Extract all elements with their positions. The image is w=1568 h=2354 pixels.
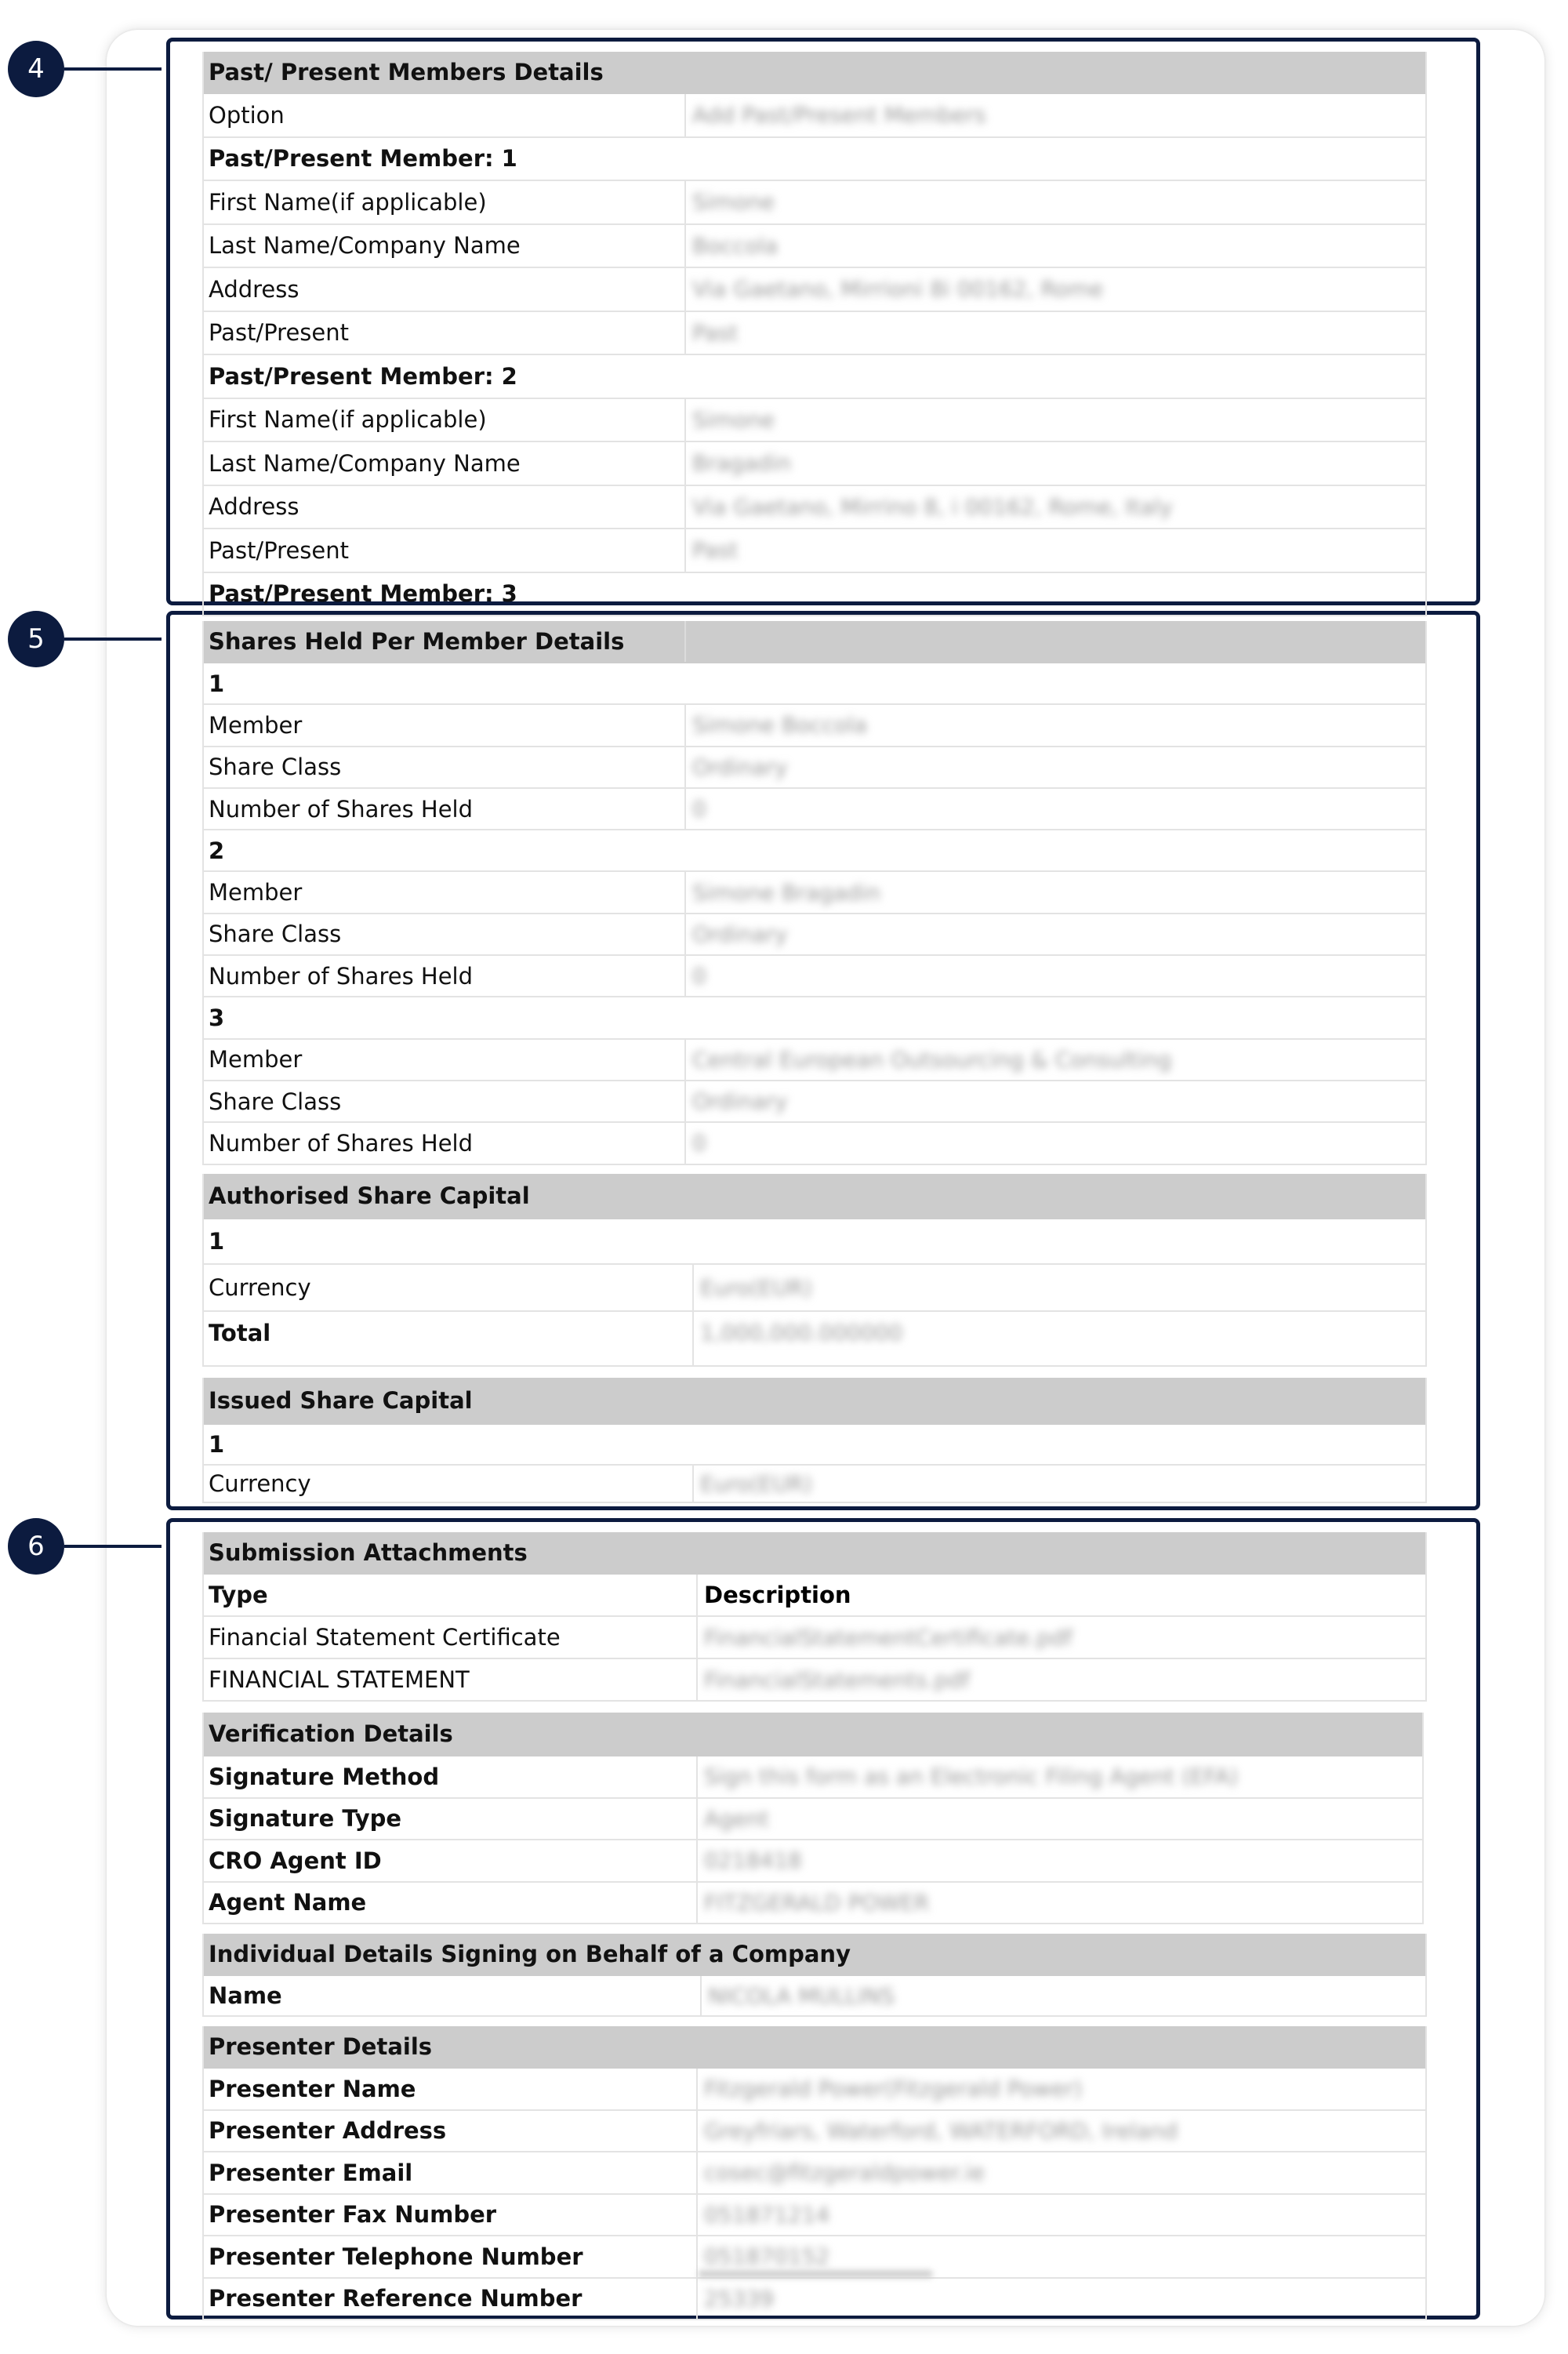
field-value: Simone Boccola [692, 712, 868, 739]
field-value: Add Past/Present Members [692, 102, 986, 129]
authorised-total-value: 1,000,000.000000 [700, 1320, 903, 1346]
group-heading-row [204, 830, 1425, 872]
field-label: First Name(if applicable) [204, 181, 686, 223]
field-value: Central European Outsourcing & Consulting [692, 1046, 1172, 1073]
shares-held-header-empty [686, 621, 1425, 662]
field-label: Share Class [204, 914, 686, 954]
field-value: Via Gaetano, Mirrioni 8i 00162, Rome [692, 276, 1104, 303]
presenter-header [204, 2026, 1425, 2069]
field-value: 0 [692, 1130, 706, 1157]
issued-currency-label: Currency [204, 1466, 694, 1502]
field-label: Presenter Telephone Number [204, 2236, 698, 2277]
attachment-row [204, 1617, 1425, 1659]
field-row [204, 399, 1425, 443]
attachments-col-description: Description [704, 1582, 851, 1608]
field-row [204, 1040, 1425, 1081]
callout-badge-6: 6 [8, 1518, 64, 1575]
verification-details-table [202, 1713, 1424, 1924]
redaction-smudge [698, 2270, 933, 2278]
field-row [204, 268, 1425, 312]
field-row [204, 872, 1425, 914]
attachments-header [204, 1532, 1425, 1575]
field-value: Ordinary [692, 921, 788, 947]
authorised-index: 1 [209, 1228, 225, 1255]
attachment-description[interactable]: FinancialStatementCertificate.pdf [704, 1624, 1073, 1651]
field-row [204, 1081, 1425, 1123]
issued-currency-value: Euro(EUR) [700, 1470, 812, 1497]
verification-title: Verification Details [209, 1720, 453, 1747]
authorised-header [204, 1174, 1425, 1219]
authorised-currency-label: Currency [204, 1265, 694, 1310]
field-value: Fitzgerald Power(Fitzgerald Power) [704, 2076, 1083, 2102]
issued-currency-row [204, 1466, 1425, 1503]
field-row [204, 1756, 1422, 1799]
field-row [204, 747, 1425, 789]
field-row [204, 956, 1425, 997]
past-present-header [204, 52, 1425, 94]
authorised-title: Authorised Share Capital [209, 1182, 530, 1209]
field-label: Presenter Address [204, 2111, 698, 2152]
field-value: cosec@fitzgeraldpower.ie [704, 2160, 985, 2186]
field-label: Member [204, 872, 686, 912]
field-label: Address [204, 268, 686, 311]
issued-index: 1 [209, 1431, 225, 1458]
authorised-currency-value: Euro(EUR) [700, 1274, 812, 1301]
attachments-title: Submission Attachments [209, 1539, 528, 1566]
field-label: Signature Method [204, 1756, 698, 1797]
field-label: Number of Shares Held [204, 1123, 686, 1163]
attachment-type: FINANCIAL STATEMENT [204, 1659, 698, 1700]
field-value: Bragadin [692, 450, 792, 477]
field-value: Agent [704, 1805, 769, 1832]
authorised-total-label: Total [204, 1312, 694, 1367]
authorised-currency-row [204, 1265, 1425, 1312]
individual-header [204, 1934, 1425, 1976]
field-value: Sign this form as an Electronic Filing Agent (EFA) [704, 1764, 1239, 1790]
attachment-row [204, 1659, 1425, 1702]
field-value: FITZGERALD POWER [704, 1889, 930, 1916]
individual-name-row [204, 1976, 1425, 2017]
field-label: Presenter Reference Number [204, 2279, 698, 2319]
attachments-col-type: Type [204, 1575, 698, 1615]
field-label: Member [204, 1040, 686, 1080]
field-label: Share Class [204, 1081, 686, 1121]
field-value: Past [692, 537, 739, 564]
field-label: Presenter Email [204, 2152, 698, 2193]
field-row [204, 94, 1425, 138]
field-label: Last Name/Company Name [204, 442, 686, 485]
field-value: Simone [692, 406, 775, 433]
field-row [204, 705, 1425, 747]
field-label: Last Name/Company Name [204, 225, 686, 267]
past-present-title: Past/ Present Members Details [209, 59, 604, 85]
group-heading: Past/Present Member: 1 [209, 145, 517, 173]
field-label: Number of Shares Held [204, 789, 686, 829]
shares-held-header [204, 621, 1425, 663]
callout-line-5 [64, 638, 162, 641]
field-row [204, 181, 1425, 225]
group-heading: 1 [209, 670, 225, 697]
authorised-index-row [204, 1219, 1425, 1265]
field-value: 25339 [704, 2285, 775, 2312]
submission-attachments-table [202, 1532, 1427, 1702]
individual-title: Individual Details Signing on Behalf of a Company [209, 1941, 851, 1967]
verification-header [204, 1713, 1422, 1756]
field-label: CRO Agent ID [204, 1840, 698, 1881]
field-label: Member [204, 705, 686, 745]
attachment-type: Financial Statement Certificate [204, 1617, 698, 1658]
callout-line-6 [64, 1545, 162, 1548]
field-row [204, 1799, 1422, 1841]
group-heading-row [204, 573, 1425, 617]
group-heading-row [204, 997, 1425, 1039]
group-heading-row [204, 138, 1425, 182]
field-label: Share Class [204, 747, 686, 787]
field-value: Simone [692, 189, 775, 216]
field-label: Address [204, 486, 686, 529]
shares-held-title: Shares Held Per Member Details [204, 621, 686, 662]
individual-name-label: Name [204, 1976, 702, 2015]
field-row [204, 2195, 1425, 2237]
field-value: Simone Bragadin [692, 879, 880, 906]
field-label: Number of Shares Held [204, 956, 686, 996]
field-row [204, 2069, 1425, 2111]
field-label: Agent Name [204, 1883, 698, 1924]
individual-details-table [202, 1934, 1427, 2017]
field-row [204, 1123, 1425, 1164]
field-label: Presenter Name [204, 2069, 698, 2109]
field-value: Past [692, 319, 739, 346]
individual-name-value: NICOLA MULLINS [708, 1982, 895, 2009]
group-heading: Past/Present Member: 3 [209, 580, 517, 608]
callout-badge-4: 4 [8, 41, 64, 97]
field-row [204, 2279, 1425, 2321]
field-value: Greyfriars, Waterford, WATERFORD, Ireland [704, 2117, 1178, 2144]
field-row [204, 312, 1425, 356]
field-row [204, 1883, 1422, 1925]
field-value: Boccola [692, 232, 779, 259]
group-heading: 3 [209, 1004, 225, 1032]
callout-line-4 [64, 67, 162, 71]
issued-header [204, 1378, 1425, 1425]
group-heading: Past/Present Member: 2 [209, 362, 517, 390]
field-row [204, 529, 1425, 573]
authorised-total-row [204, 1312, 1425, 1367]
field-row [204, 914, 1425, 956]
field-row [204, 789, 1425, 830]
attachments-column-header-row [204, 1575, 1425, 1617]
issued-share-capital-table [202, 1378, 1427, 1503]
past-present-members-table [202, 52, 1427, 616]
presenter-title: Presenter Details [209, 2033, 433, 2060]
field-row [204, 486, 1425, 530]
field-value: Via Gaetano, Mirrino 8, i 00162, Rome, Italy [692, 493, 1173, 520]
group-heading-row [204, 355, 1425, 399]
field-label: Presenter Fax Number [204, 2195, 698, 2236]
field-value: 051870152 [704, 2243, 830, 2270]
field-value: 051871214 [704, 2201, 830, 2228]
attachment-description[interactable]: FinancialStatements.pdf [704, 1666, 970, 1693]
callout-badge-5: 5 [8, 611, 64, 667]
issued-title: Issued Share Capital [209, 1387, 473, 1414]
field-value: Ordinary [692, 754, 788, 780]
authorised-share-capital-table [202, 1174, 1427, 1367]
field-value: 0 [692, 796, 706, 823]
field-label: Signature Type [204, 1799, 698, 1840]
group-heading: 2 [209, 837, 225, 864]
group-heading-row [204, 663, 1425, 705]
field-row [204, 2152, 1425, 2195]
field-row [204, 442, 1425, 486]
field-label: First Name(if applicable) [204, 399, 686, 441]
field-value: 0 [692, 963, 706, 990]
issued-index-row [204, 1425, 1425, 1466]
field-row [204, 2111, 1425, 2153]
shares-held-table [202, 621, 1427, 1165]
field-label: Past/Present [204, 529, 686, 572]
field-row [204, 1840, 1422, 1883]
field-label: Past/Present [204, 312, 686, 354]
field-value: 0218418 [704, 1847, 802, 1874]
field-row [204, 225, 1425, 269]
field-value: Ordinary [692, 1088, 788, 1115]
field-label: Option [204, 94, 686, 136]
